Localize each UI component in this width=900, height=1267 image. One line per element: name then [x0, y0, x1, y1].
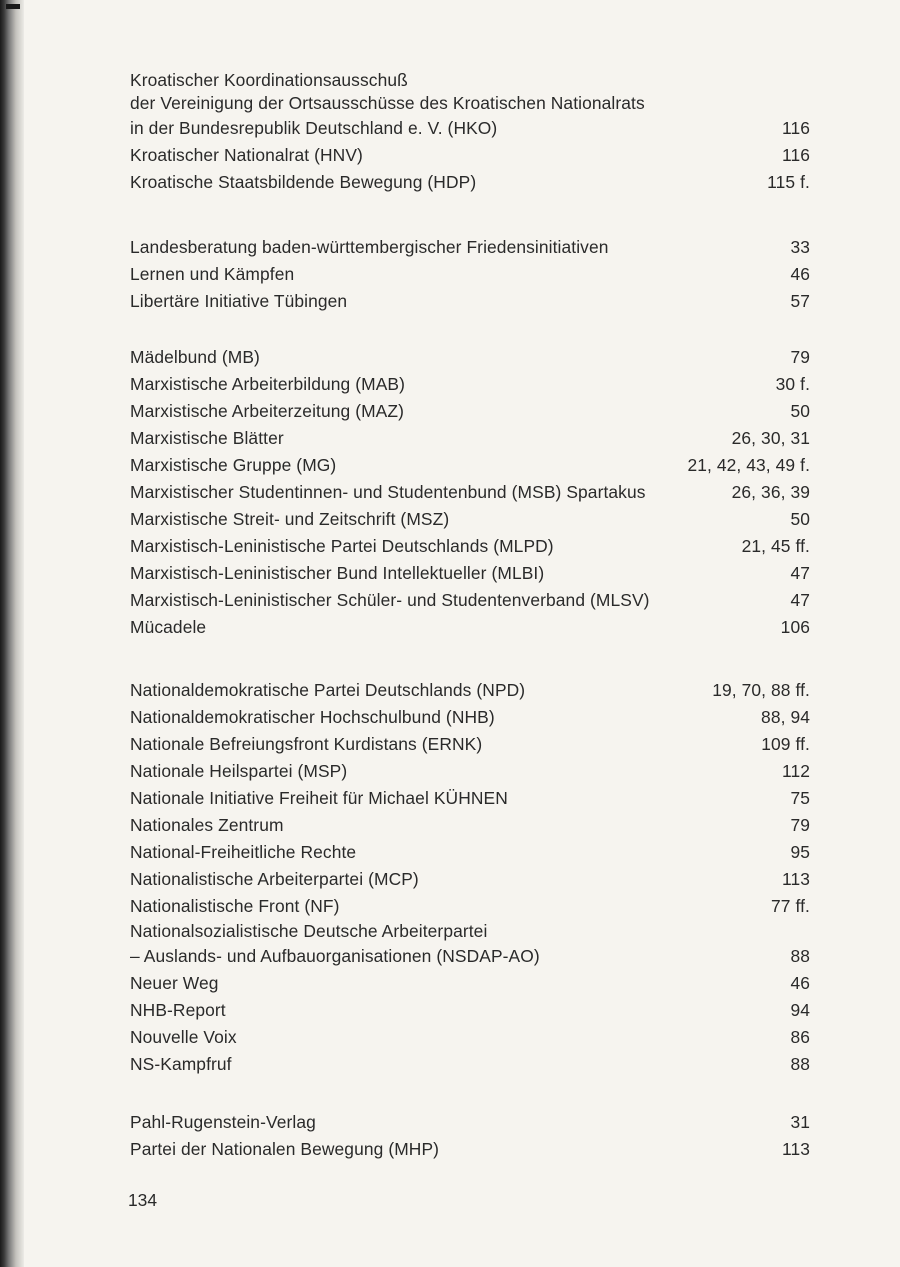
entry-name-line: Partei der Nationalen Bewegung (MHP) [130, 1139, 440, 1159]
entry-page-refs: 88 [790, 946, 810, 966]
index-entry [130, 1051, 810, 1078]
index-entry [130, 866, 810, 893]
entry-name-line: Nationaldemokratischer Hochschulbund (NHB) [130, 707, 495, 727]
entry-page-refs: 113 [781, 1139, 810, 1159]
entry-name-line: Marxistische Streit- und Zeitschrift (MSZ) [130, 509, 450, 529]
entry-page-refs: 113 [781, 869, 810, 889]
entry-name-line: Nationales Zentrum [130, 815, 284, 835]
entry-name-line: Marxistischer Studentinnen- und Studentenbund (MSB) Spartakus [130, 482, 646, 502]
entry-page-refs: 88 [790, 1054, 810, 1074]
index-entry [130, 533, 810, 560]
index-entry [130, 452, 810, 479]
entry-name-line: Nationalistische Front (NF) [130, 896, 340, 916]
entry-name-line: Nationale Heilspartei (MSP) [130, 761, 348, 781]
index-entry [130, 560, 810, 587]
entry-page-refs: 21, 42, 43, 49 f. [687, 455, 810, 475]
entry-name-line: Kroatischer Nationalrat (HNV) [130, 145, 363, 165]
entry-page-refs: 88, 94 [761, 707, 810, 727]
entry-name-line: Nationalsozialistische Deutsche Arbeiterpartei [130, 921, 488, 941]
entry-name-line: Marxistisch-Leninistische Partei Deutschlands (MLPD) [130, 536, 554, 556]
entry-page-refs: 86 [790, 1027, 810, 1047]
entry-page-refs: 47 [790, 590, 810, 610]
index-entry [130, 506, 810, 533]
entry-page-refs: 116 [781, 118, 810, 138]
entry-page-refs: 116 [781, 145, 810, 165]
entry-name-line: Kroatische Staatsbildende Bewegung (HDP) [130, 172, 477, 192]
index-entry [130, 587, 810, 614]
index-entry [130, 677, 810, 704]
entry-page-refs: 26, 30, 31 [731, 428, 810, 448]
entry-name-line: der Vereinigung der Ortsausschüsse des Kroatischen Nationalrats [130, 93, 645, 113]
entry-name-line: Mücadele [130, 617, 207, 637]
entry-name-line: Nouvelle Voix [130, 1027, 237, 1047]
book-spine-shadow [0, 0, 24, 1267]
index-entry [130, 614, 810, 641]
entry-page-refs: 95 [790, 842, 810, 862]
index-section-n [130, 677, 810, 1078]
index-entry [130, 920, 810, 970]
entry-name-line: Lernen und Kämpfen [130, 264, 295, 284]
entry-name-line: Marxistische Arbeiterzeitung (MAZ) [130, 401, 404, 421]
entry-page-refs: 79 [790, 347, 810, 367]
index-section-k [130, 69, 810, 196]
index-entry [130, 1024, 810, 1051]
index-entry [130, 261, 810, 288]
entry-name-line: Kroatischer Koordinationsausschuß [130, 70, 408, 90]
index-section-l [130, 234, 810, 315]
entry-name-line: National-Freiheitliche Rechte [130, 842, 357, 862]
entry-page-refs: 21, 45 ff. [741, 536, 810, 556]
entry-name-line: in der Bundesrepublik Deutschland e. V. (HKO) [130, 118, 498, 138]
entry-page-refs: 79 [790, 815, 810, 835]
entry-page-refs: 112 [781, 761, 810, 781]
entry-name-line: Marxistisch-Leninistischer Schüler- und Studentenverband (MLSV) [130, 590, 650, 610]
index-entry [130, 704, 810, 731]
entry-name-line: Mädelbund (MB) [130, 347, 260, 367]
entry-name-line: Neuer Weg [130, 973, 219, 993]
index-entry [130, 839, 810, 866]
scan-corner-mark [6, 4, 20, 9]
index-entry [130, 812, 810, 839]
entry-page-refs: 50 [790, 509, 810, 529]
index-section-p [130, 1109, 810, 1163]
index-entry [130, 893, 810, 920]
entry-page-refs: 26, 36, 39 [731, 482, 810, 502]
entry-page-refs: 75 [790, 788, 810, 808]
index-entry [130, 425, 810, 452]
entry-page-refs: 109 ff. [761, 734, 810, 754]
entry-page-refs: 106 [780, 617, 810, 637]
entry-page-refs: 94 [790, 1000, 810, 1020]
entry-name-line: NHB-Report [130, 1000, 226, 1020]
entry-page-refs: 46 [790, 264, 810, 284]
index-entry [130, 398, 810, 425]
index-entry [130, 785, 810, 812]
index-entry [130, 371, 810, 398]
entry-name-line: Marxistisch-Leninistischer Bund Intellektueller (MLBI) [130, 563, 545, 583]
index-entry [130, 344, 810, 371]
entry-name-line: Landesberatung baden-württembergischer Friedensinitiativen [130, 237, 609, 257]
index-entry [130, 142, 810, 169]
entry-page-refs: 19, 70, 88 ff. [712, 680, 810, 700]
index-section-m [130, 344, 810, 641]
entry-name-line: Nationaldemokratische Partei Deutschlands (NPD) [130, 680, 526, 700]
index-entry [130, 288, 810, 315]
entry-page-refs: 115 f. [767, 172, 810, 192]
entry-page-refs: 30 f. [775, 374, 810, 394]
entry-name-line: NS-Kampfruf [130, 1054, 232, 1074]
entry-name-line: Nationale Initiative Freiheit für Michael KÜHNEN [130, 788, 508, 808]
entry-name-line: Libertäre Initiative Tübingen [130, 291, 348, 311]
page-number: 134 [128, 1190, 158, 1210]
entry-name-line: Marxistische Blätter [130, 428, 284, 448]
entry-page-refs: 57 [790, 291, 810, 311]
entry-page-refs: 47 [790, 563, 810, 583]
index-entry [130, 970, 810, 997]
entry-name-line: Pahl-Rugenstein-Verlag [130, 1112, 316, 1132]
entry-page-refs: 50 [790, 401, 810, 421]
entry-page-refs: 33 [790, 237, 810, 257]
entry-page-refs: 77 ff. [771, 896, 810, 916]
entry-name-line: – Auslands- und Aufbauorganisationen (NSDAP-AO) [130, 946, 540, 966]
index-entry [130, 758, 810, 785]
index-entry [130, 234, 810, 261]
entry-name-line: Nationalistische Arbeiterpartei (MCP) [130, 869, 419, 889]
entry-name-line: Marxistische Arbeiterbildung (MAB) [130, 374, 405, 394]
entry-name-line: Marxistische Gruppe (MG) [130, 455, 337, 475]
entry-name-line: Nationale Befreiungsfront Kurdistans (ERNK) [130, 734, 483, 754]
index-entry [130, 169, 810, 196]
index-entry [130, 69, 810, 142]
entry-page-refs: 31 [790, 1112, 810, 1132]
index-entry [130, 731, 810, 758]
index-entry [130, 479, 810, 506]
index-entry [130, 997, 810, 1024]
entry-page-refs: 46 [790, 973, 810, 993]
index-entry [130, 1109, 810, 1136]
index-entry [130, 1136, 810, 1163]
